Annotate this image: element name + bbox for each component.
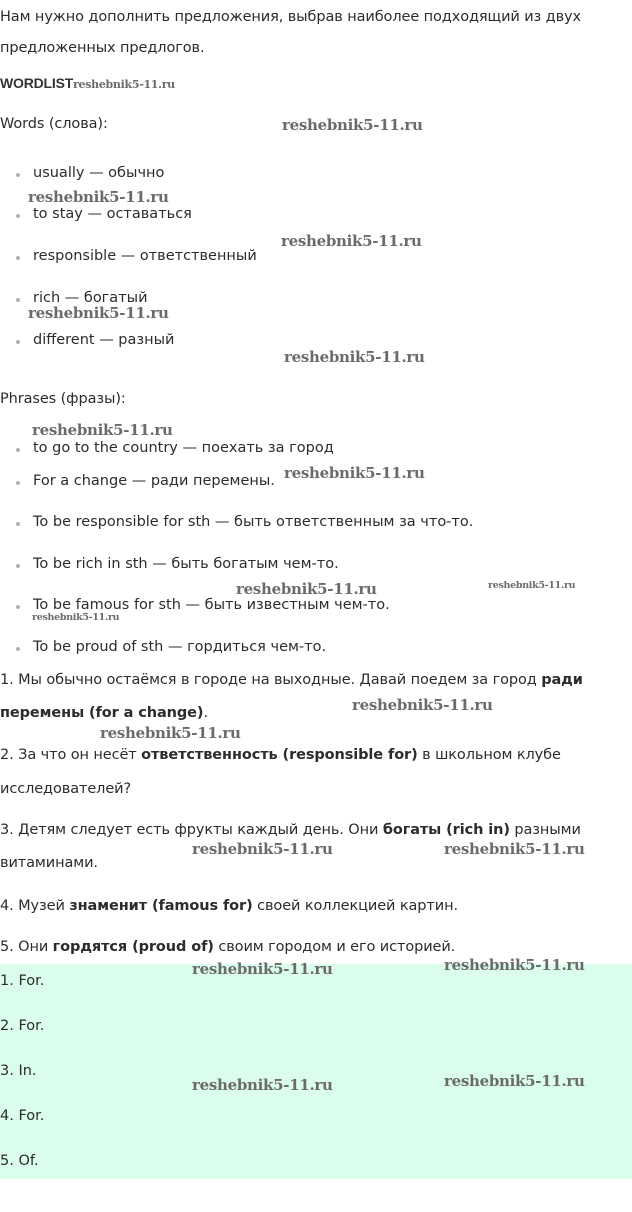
phrases-list-item: To be responsible for sth — быть ответственным за что-то. [16, 514, 473, 530]
answer-item: 3. In. [0, 1063, 37, 1079]
watermark: reshebnik5-11.ru [28, 188, 169, 206]
sentence-2: 2. За что он несёт ответственность (responsible for) в школьном клубе [0, 747, 561, 763]
sentence-2-cont: исследователей? [0, 781, 132, 797]
words-heading: Words (слова): [0, 116, 108, 132]
words-list-item: responsible — ответственный [16, 248, 257, 264]
words-list-item: to stay — оставаться [16, 206, 192, 222]
sentence-4: 4. Музей знаменит (famous for) своей коллекцией картин. [0, 898, 458, 914]
watermark: reshebnik5-11.ru [100, 724, 241, 742]
wordlist-title: WORDLIST [0, 75, 74, 91]
answer-item: 1. For. [0, 973, 45, 989]
watermark: reshebnik5-11.ru [192, 960, 333, 978]
watermark: reshebnik5-11.ru [284, 348, 425, 366]
watermark: reshebnik5-11.ru [28, 304, 169, 322]
answer-item: 2. For. [0, 1018, 45, 1034]
watermark: reshebnik5-11.ru [192, 840, 333, 858]
phrases-heading: Phrases (фразы): [0, 391, 126, 407]
watermark: reshebnik5-11.ru [444, 1072, 585, 1090]
phrases-list-item: For a change — ради перемены. [16, 473, 275, 489]
phrases-list-item: To be proud of sth — гордиться чем-то. [16, 639, 326, 655]
sentence-3: 3. Детям следует есть фрукты каждый день. Они богаты (rich in) разными [0, 822, 581, 838]
phrases-list-item: To be famous for sth — быть известным чем-то. [16, 597, 390, 613]
words-list-item: usually — обычно [16, 165, 164, 181]
sentence-3-cont: витаминами. [0, 855, 98, 871]
phrases-list-item: to go to the country — поехать за город [16, 440, 334, 456]
answer-item: 5. Of. [0, 1153, 39, 1169]
watermark: reshebnik5-11.ru [73, 78, 175, 91]
watermark: reshebnik5-11.ru [281, 232, 422, 250]
watermark: reshebnik5-11.ru [236, 580, 377, 598]
watermark: reshebnik5-11.ru [32, 612, 120, 623]
watermark: reshebnik5-11.ru [32, 421, 173, 439]
watermark: reshebnik5-11.ru [282, 116, 423, 134]
sentence-5: 5. Они гордятся (proud of) своим городом и его историей. [0, 939, 456, 955]
watermark: reshebnik5-11.ru [444, 840, 585, 858]
watermark: reshebnik5-11.ru [488, 580, 576, 591]
answer-item: 4. For. [0, 1108, 45, 1124]
words-list-item: rich — богатый [16, 290, 148, 306]
words-list-item: different — разный [16, 332, 174, 348]
intro-line-2: предложенных предлогов. [0, 40, 205, 56]
sentence-1-cont: перемены (for a change). [0, 705, 208, 721]
wordlist-heading [0, 73, 175, 92]
watermark: reshebnik5-11.ru [192, 1076, 333, 1094]
phrases-list-item: To be rich in sth — быть богатым чем-то. [16, 556, 339, 572]
intro-line-1: Нам нужно дополнить предложения, выбрав наиболее подходящий из двух [0, 9, 582, 25]
sentence-1: 1. Мы обычно остаёмся в городе на выходные. Давай поедем за город ради [0, 672, 583, 688]
watermark: reshebnik5-11.ru [284, 464, 425, 482]
watermark: reshebnik5-11.ru [352, 696, 493, 714]
watermark: reshebnik5-11.ru [444, 956, 585, 974]
